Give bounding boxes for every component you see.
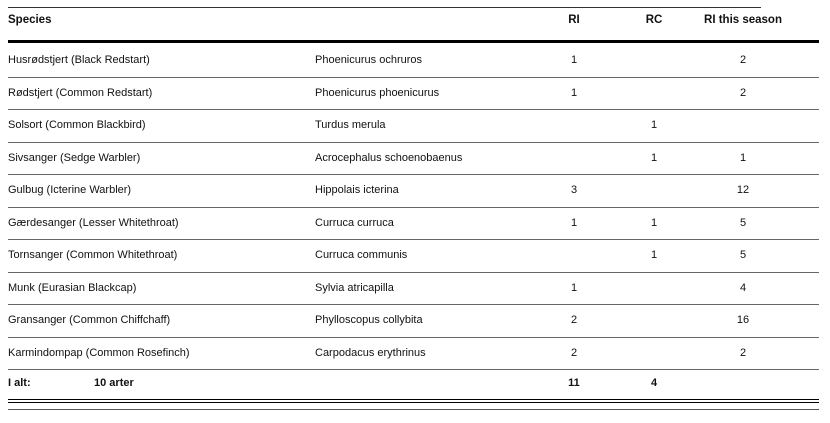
- scientific-name: Curruca curruca: [315, 216, 394, 229]
- ri-season-value: 5: [739, 249, 747, 261]
- total-row: [8, 369, 819, 399]
- ri-season-value: 12: [736, 184, 750, 196]
- scientific-name: Phoenicurus phoenicurus: [315, 86, 440, 99]
- ri-value: 3: [570, 184, 578, 196]
- scientific-name: Carpodacus erythrinus: [315, 346, 426, 359]
- scientific-name: Curruca communis: [315, 249, 408, 261]
- total-ri: 11: [568, 377, 580, 389]
- species-name: Karmindompap (Common Rosefinch): [8, 346, 190, 359]
- ri-value: 1: [570, 216, 578, 229]
- total-rc: 4: [650, 377, 658, 389]
- footer-rule: [8, 409, 819, 410]
- scientific-name: Phoenicurus ochruros: [315, 54, 423, 66]
- rc-value: 1: [650, 249, 658, 261]
- total-species-count: 10 arter: [94, 377, 134, 389]
- ri-value: 1: [570, 54, 578, 66]
- table-row: [8, 78, 819, 111]
- footer-double-rule-bottom: [8, 402, 819, 403]
- table-row: [8, 175, 819, 208]
- header-divider: [8, 40, 819, 43]
- table-body: [8, 45, 819, 370]
- table-row: [8, 338, 819, 371]
- table-row: [8, 305, 819, 338]
- scientific-name: Turdus merula: [315, 119, 386, 131]
- table-row: [8, 110, 819, 143]
- ri-value: 1: [570, 281, 578, 294]
- species-name: Sivsanger (Sedge Warbler): [8, 151, 141, 164]
- table-row: [8, 208, 819, 241]
- scientific-name: Sylvia atricapilla: [315, 281, 394, 294]
- ri-value: 2: [570, 314, 578, 326]
- table-row: [8, 45, 819, 78]
- table-row: [8, 273, 819, 306]
- ri-season-value: 2: [739, 346, 747, 359]
- ri-value: 1: [570, 86, 578, 99]
- table-row: [8, 240, 819, 273]
- species-name: Husrødstjert (Black Redstart): [8, 54, 150, 66]
- ri-season-value: 1: [739, 151, 747, 164]
- table-header: [8, 8, 819, 40]
- scientific-name: Hippolais icterina: [315, 184, 399, 196]
- ri-season-value: 16: [736, 314, 750, 326]
- ri-value: 2: [570, 346, 578, 359]
- footer-double-rule-top: [8, 399, 819, 400]
- ri-season-value: 4: [739, 281, 747, 294]
- header-ri: RI: [568, 14, 580, 26]
- scientific-name: Acrocephalus schoenobaenus: [315, 151, 463, 164]
- scientific-name: Phylloscopus collybita: [315, 314, 423, 326]
- header-ri-this-season: RI this season: [704, 14, 782, 26]
- species-name: Gulbug (Icterine Warbler): [8, 184, 132, 196]
- table-row: [8, 143, 819, 176]
- species-name: Tornsanger (Common Whitethroat): [8, 249, 178, 261]
- rc-value: 1: [650, 119, 658, 131]
- ri-season-value: 2: [739, 54, 747, 66]
- header-rc: RC: [645, 14, 663, 26]
- species-name: Gransanger (Common Chiffchaff): [8, 314, 171, 326]
- species-name: Rødstjert (Common Redstart): [8, 86, 153, 99]
- ri-season-value: 2: [739, 86, 747, 99]
- species-name: Gærdesanger (Lesser Whitethroat): [8, 216, 179, 229]
- header-species: Species: [8, 14, 52, 26]
- rc-value: 1: [650, 216, 658, 229]
- species-name: Munk (Eurasian Blackcap): [8, 281, 137, 294]
- species-name: Solsort (Common Blackbird): [8, 119, 146, 131]
- ri-season-value: 5: [739, 216, 747, 229]
- total-label: I alt:: [8, 377, 31, 389]
- rc-value: 1: [650, 151, 658, 164]
